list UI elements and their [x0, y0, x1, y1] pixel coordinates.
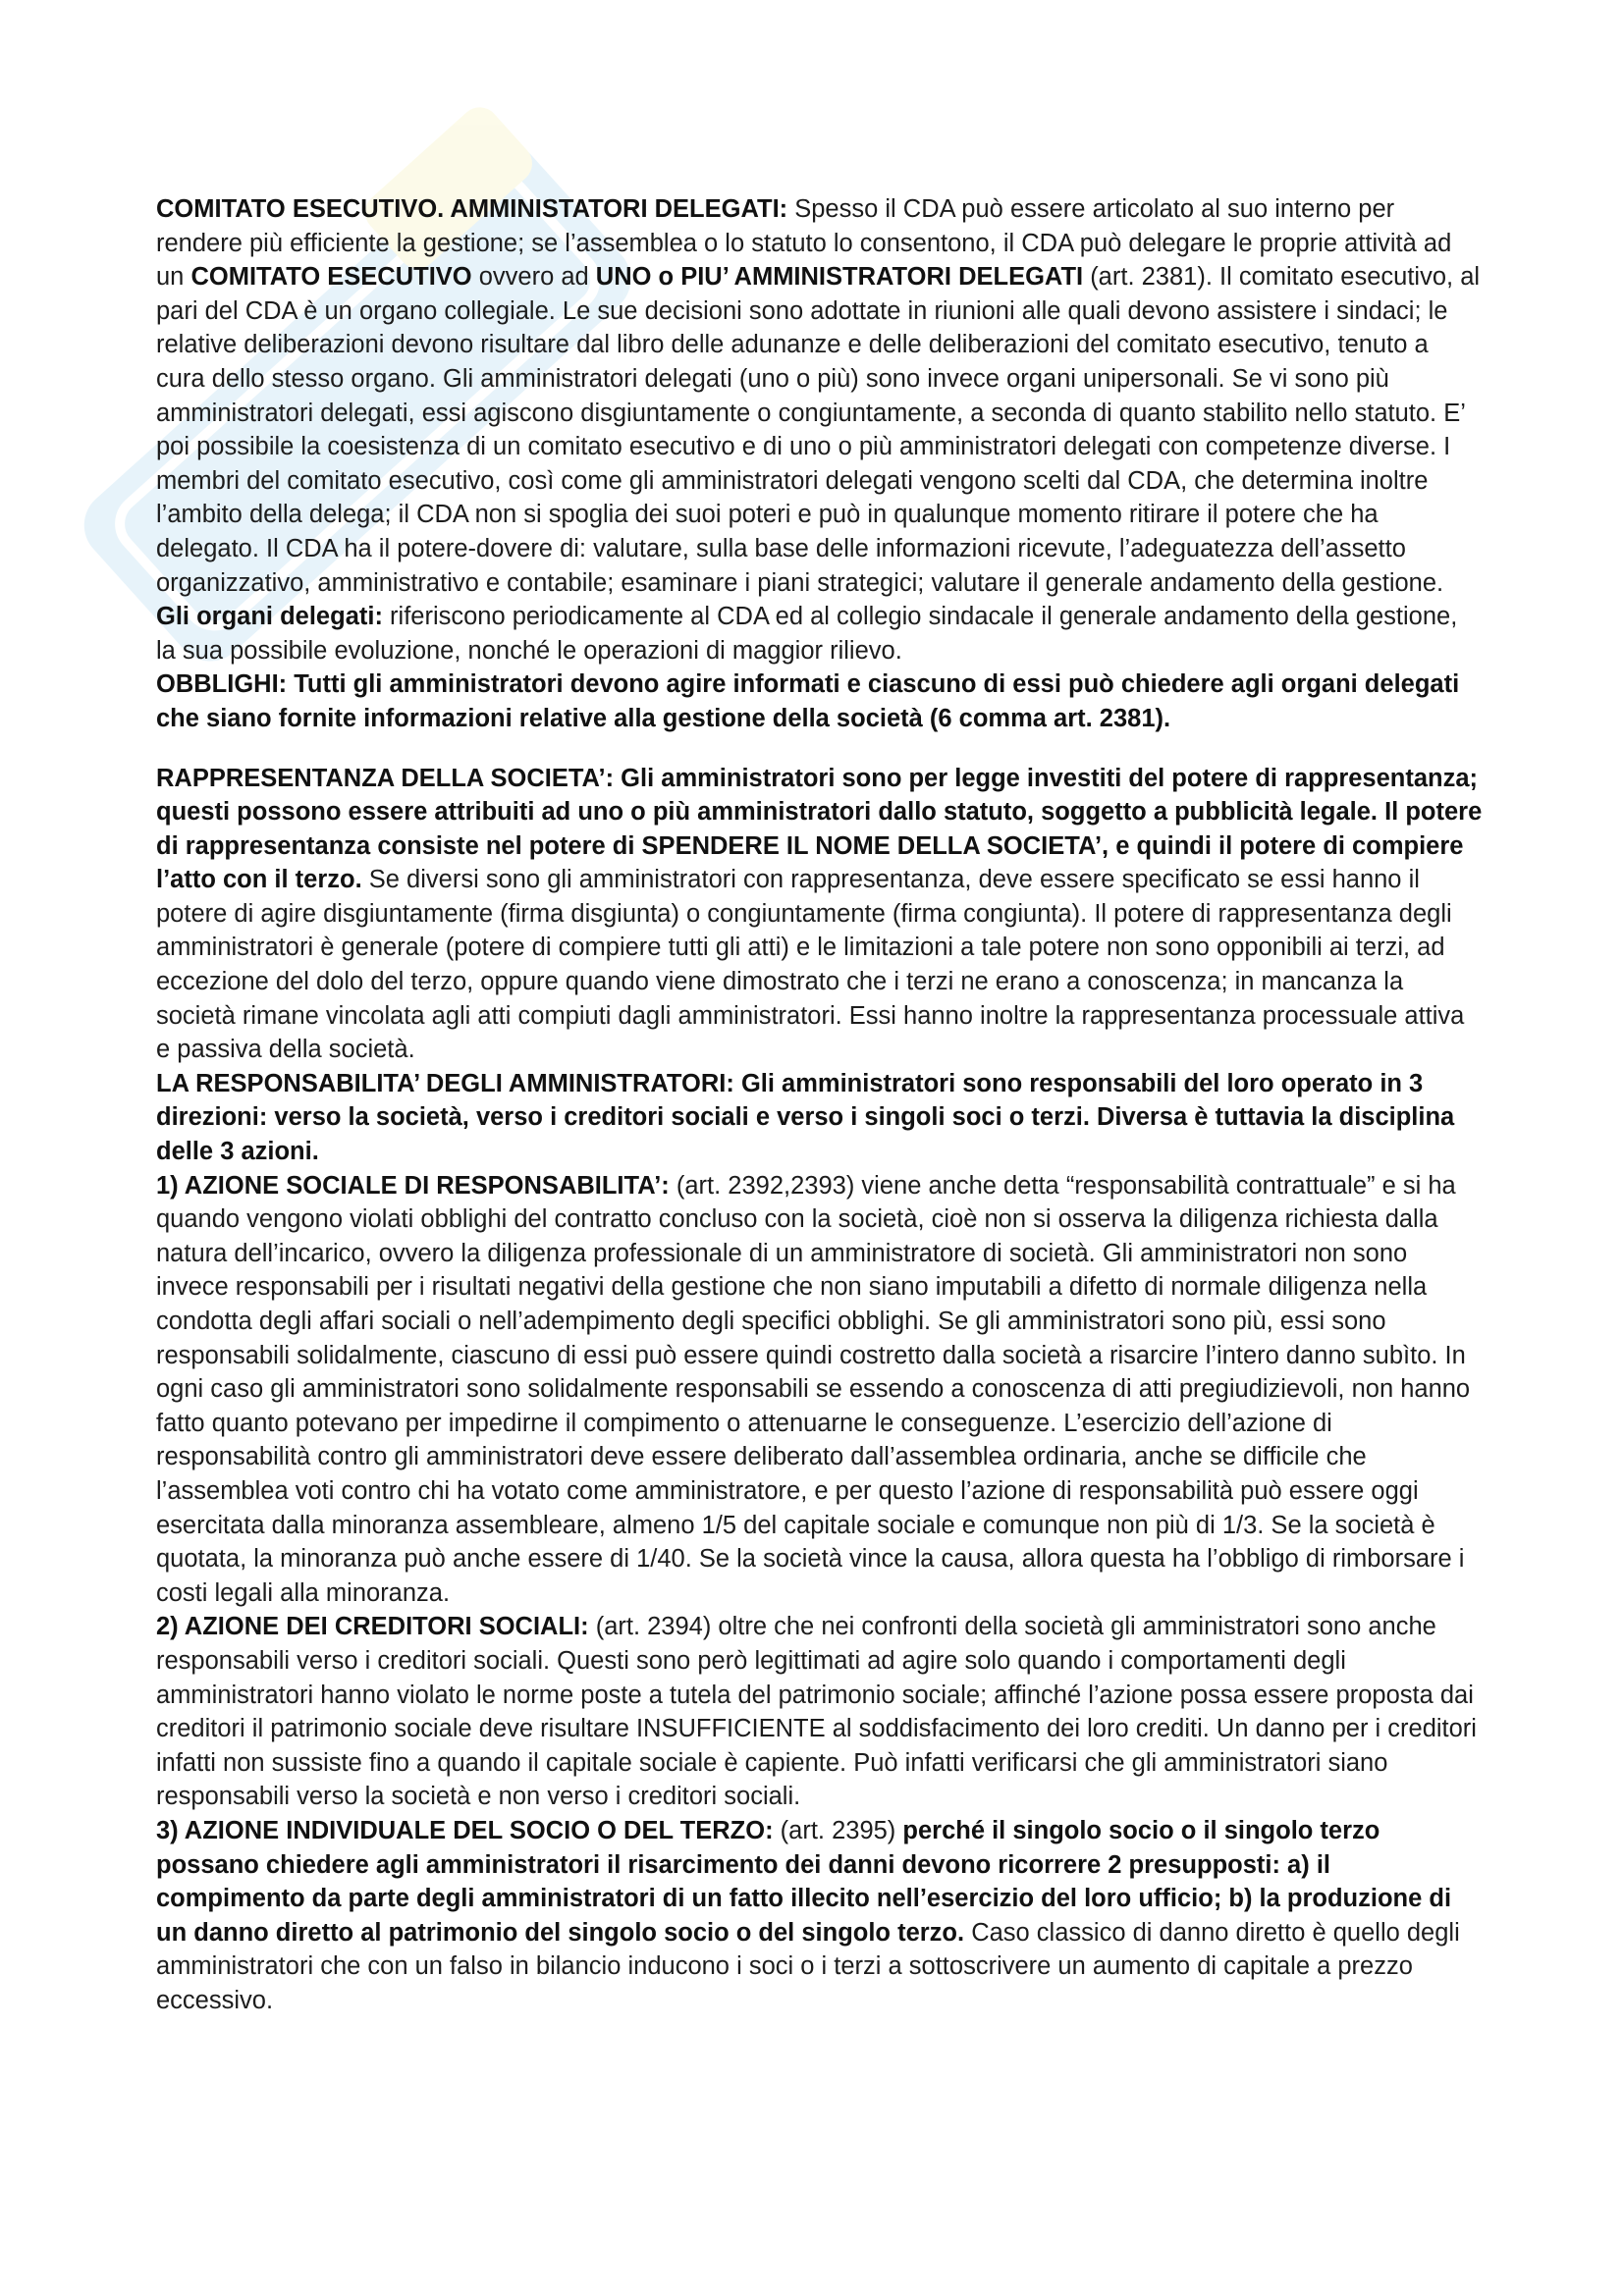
text-run: (art. 2395)	[773, 1816, 903, 1844]
bold-text-run: Gli organi delegati:	[156, 603, 383, 631]
text-run: ovvero ad	[471, 263, 596, 292]
bold-text-run: COMITATO ESECUTIVO. AMMINISTATORI DELEGATI:	[156, 195, 788, 223]
paragraph	[156, 1610, 1484, 1814]
bold-text-run: OBBLIGHI: Tutti gli amministratori devono agire informati e ciascuno di essi può chiedere agli organi delegati che siano fornite informazioni relative alla gestione della società (6 comma art. 2381).	[156, 670, 1460, 732]
text-run: (art. 2394) oltre che nei confronti della società gli amministratori sono anche responsabili verso i creditori sociali. Questi sono però legittimati ad agire solo quando i comportamenti degli amministratori hanno violato le norme poste a tutela del patrimonio sociale; affinché l’azione possa essere proposta dai creditori il patrimonio sociale deve risultare INSUFFICIENTE al soddisfacimento dei loro crediti. Un danno per i creditori infatti non sussiste fino a quando il capitale sociale è capiente. Può infatti verificarsi che gli amministratori siano responsabili verso la società e non verso i creditori sociali.	[156, 1613, 1477, 1811]
bold-text-run: 2) AZIONE DEI CREDITORI SOCIALI:	[156, 1613, 589, 1641]
document-body	[156, 192, 1484, 2017]
paragraph	[156, 192, 1484, 667]
bold-text-run: 1) AZIONE SOCIALE DI RESPONSABILITA’:	[156, 1171, 670, 1200]
bold-text-run: COMITATO ESECUTIVO	[190, 263, 472, 292]
text-run: (art. 2392,2393) viene anche detta “responsabilità contrattuale” e si ha quando vengono violati obblighi del contratto concluso con la società, cioè non si osserva la diligenza richiesta dalla natura dell’incarico, ovvero la diligenza professionale di un amministratore di società. Gli amministratori non sono invece responsabili per i risultati negativi della gestione che non siano imputabili a difetto di normale diligenza nella condotta degli affari sociali o nell’adempimento degli specifici obblighi. Se gli amministratori sono più, essi sono responsabili solidalmente, ciascuno di essi può essere quindi costretto dalla società a risarcire l’intero danno subìto. In ogni caso gli amministratori sono solidalmente responsabili se essendo a conoscenza di atti pregiudizievoli, non hanno fatto quanto potevano per impedirne il compimento o attenuarne le conseguenze. L’esercizio dell’azione di responsabilità contro gli amministratori deve essere deliberato dall’assemblea ordinaria, anche se difficile che l’assemblea voti contro chi ha votato come amministratore, e per questo l’azione di responsabilità può essere oggi esercitata dalla minoranza assembleare, almeno 1/5 del capitale sociale e comunque non più di 1/3. Se la società è quotata, la minoranza può anche essere di 1/40. Se la società vince la causa, allora questa ha l’obbligo di rimborsare i costi legali alla minoranza.	[156, 1171, 1471, 1607]
paragraph	[156, 1169, 1484, 1611]
paragraph	[156, 1814, 1484, 2018]
text-run: Spesso il CDA può essere articolato al suo interno per rendere più efficiente la gestione; se l’assemblea o lo statuto lo consentono, il CDA può delegare le proprie attività ad un	[156, 195, 1452, 292]
paragraph	[156, 762, 1484, 1067]
bold-text-run: LA RESPONSABILITA’ DEGLI AMMINISTRATORI: Gli amministratori sono responsabili del loro operato in 3 direzioni: verso la società, verso i creditori sociali e verso i singoli soci o terzi. Diversa è tuttavia la disciplina delle 3 azioni.	[156, 1069, 1455, 1166]
bold-text-run: RAPPRESENTANZA DELLA SOCIETA’: Gli amministratori sono per legge investiti del potere di rappresentanza; questi possono essere attribuiti ad uno o più amministratori dallo statuto, soggetto a pubblicità legale. Il potere di rappresentanza consiste nel potere di SPENDERE IL NOME DELLA SOCIETA’, e quindi il potere di compiere l’atto con il terzo.	[156, 764, 1483, 894]
text-run: Se diversi sono gli amministratori con rappresentanza, deve essere specificato se essi hanno il potere di agire disgiuntamente (firma disgiunta) o congiuntamente (firma congiunta). Il potere di rappresentanza degli amministratori è generale (potere di compiere tutti gli atti) e le limitazioni a tale potere non sono opponibili ai terzi, ad eccezione del dolo del terzo, oppure quando viene dimostrato che i terzi ne erano a conoscenza; in mancanza la società rimane vincolata agli atti compiuti dagli amministratori. Essi hanno inoltre la rappresentanza processuale attiva e passiva della società.	[156, 866, 1465, 1064]
paragraph	[156, 1067, 1484, 1169]
paragraph	[156, 667, 1484, 735]
text-run: riferiscono periodicamente al CDA ed al collegio sindacale il generale andamento della gestione, la sua possibile evoluzione, nonché le operazioni di maggior rilievo.	[156, 603, 1458, 665]
bold-text-run: 3) AZIONE INDIVIDUALE DEL SOCIO O DEL TERZO:	[156, 1816, 774, 1844]
bold-text-run: perché il singolo socio o il singolo terzo possano chiedere agli amministratori il risarcimento dei danni devono ricorrere 2 presupposti: a) il compimento da parte degli amministratori di un fatto illecito nell’esercizio del loro ufficio; b) la produzione di un danno diretto al patrimonio del singolo socio o del singolo terzo.	[156, 1816, 1452, 1947]
text-run: Caso classico di danno diretto è quello degli amministratori che con un falso in bilancio inducono i soci o i terzi a sottoscrivere un aumento di capitale a prezzo eccessivo.	[156, 1918, 1460, 2014]
bold-text-run: UNO o PIU’ AMMINISTRATORI DELEGATI	[595, 263, 1084, 292]
text-run: (art. 2381). Il comitato esecutivo, al pari del CDA è un organo collegiale. Le sue decisioni sono adottate in riunioni alle quali devono assistere i sindaci; le relative deliberazioni devono risultare dal libro delle adunanze e delle deliberazioni del comitato esecutivo, tenuto a cura dello stesso organo. Gli amministratori delegati (uno o più) sono invece organi unipersonali. Se vi sono più amministratori delegati, essi agiscono disgiuntamente o congiuntamente, a seconda di quanto stabilito nello statuto. E’ poi possibile la coesistenza di un comitato esecutivo e di uno o più amministratori delegati con competenze diverse. I membri del comitato esecutivo, così come gli amministratori delegati vengono scelti dal CDA, che determina inoltre l’ambito della delega; il CDA non si spoglia dei suoi poteri e può in qualunque momento ritirare il potere che ha delegato. Il CDA ha il potere-dovere di: valutare, sulla base delle informazioni ricevute, l’adeguatezza dell’assetto organizzativo, amministrativo e contabile; esaminare i piani strategici; valutare il generale andamento della gestione.	[156, 263, 1481, 597]
